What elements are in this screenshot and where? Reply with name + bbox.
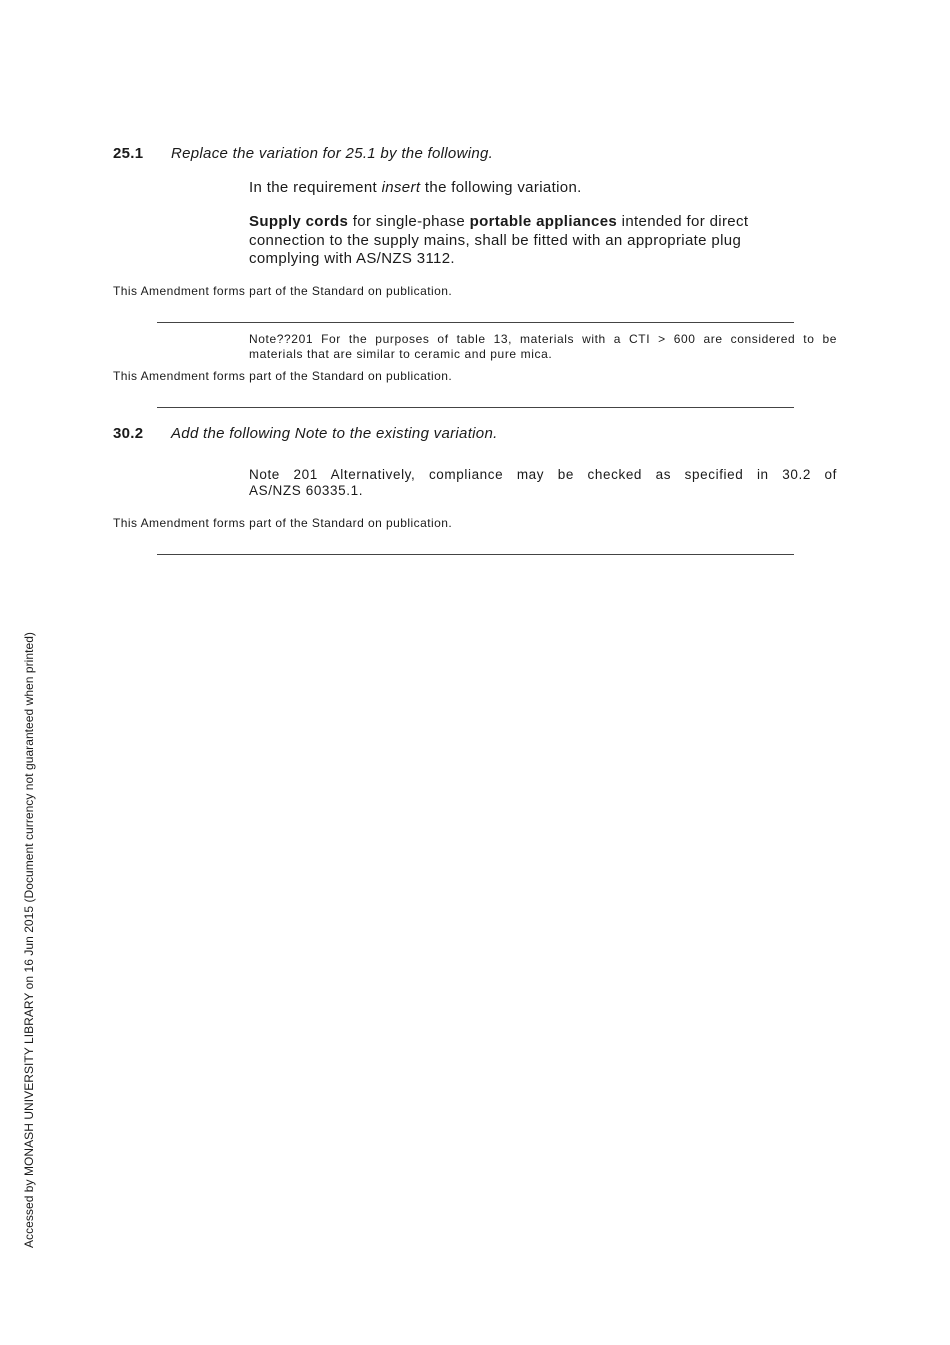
text-run: In the requirement [249,179,382,196]
bold-term: portable appliances [469,213,618,230]
divider [157,407,794,408]
clause-instruction: Replace the variation for 25.1 by the following. [171,145,494,162]
clause-instruction: Add the following Note to the existing variation. [171,425,498,442]
amendment-statement: This Amendment forms part of the Standard on publication. [113,284,453,298]
clause-number: 25.1 [113,145,144,162]
note-table-13 [249,332,837,362]
divider [157,322,794,323]
text-run: for single-phase [348,213,470,230]
note-201 [249,467,837,499]
access-watermark: Accessed by MONASH UNIVERSITY LIBRARY on 16 Jun 2015 (Document currency not guaranteed when printed) [22,632,36,1248]
italic-run: insert [381,179,421,196]
note-line: materials that are similar to ceramic and pure mica. [249,347,553,361]
divider [157,554,794,555]
bold-term: Supply cords [249,213,349,230]
note-line: AS/NZS 60335.1. [249,483,364,498]
clause-30-2-heading [113,425,498,443]
clause-25-1-heading [113,145,493,163]
variation-paragraph [249,213,809,269]
clause-number: 30.2 [113,425,144,442]
requirement-paragraph [249,179,809,198]
amendment-statement: This Amendment forms part of the Standard on publication. [113,516,453,530]
note-line: Note 201 Alternatively, compliance may be checked as specified in 30.2 of [249,467,837,482]
amendment-statement: This Amendment forms part of the Standard on publication. [113,369,453,383]
text-run: the following variation. [420,179,582,196]
note-line: Note??201 For the purposes of table 13, materials with a CTI > 600 are considered to be [249,332,837,346]
text-run: intended for direct connection to the supply mains, shall be fitted with an appropriate plug complying with AS/NZS 3112. [249,213,749,267]
